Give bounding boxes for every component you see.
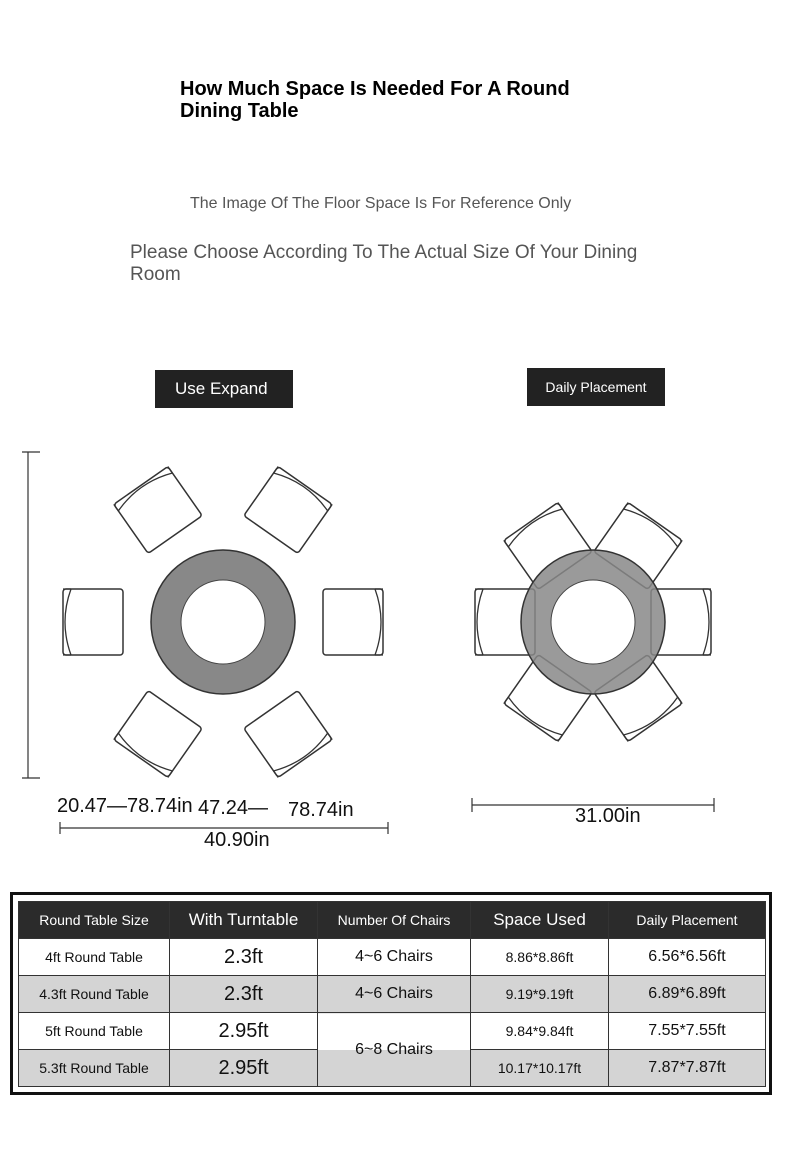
chair-icon — [323, 589, 383, 655]
header-with-turntable: With Turntable — [170, 902, 318, 939]
width-range-label-2: 47.24— — [198, 797, 269, 819]
table-cell: 5.3ft Round Table — [19, 1050, 170, 1087]
width-range-label-3: 78.74in — [288, 799, 354, 821]
table-cell: 2.95ft — [170, 1013, 318, 1050]
expanded-width-label: 40.90in — [204, 829, 270, 851]
table-row — [19, 976, 766, 1013]
chair-icon — [114, 466, 202, 553]
table-cell: 8.86*8.86ft — [471, 939, 609, 976]
page-title: How Much Space Is Needed For A Round Dining Table — [180, 78, 570, 122]
table-cell: 2.3ft — [170, 976, 318, 1013]
use-expand-label: Use Expand — [155, 370, 293, 408]
daily-table-diagram — [475, 502, 711, 741]
table-cell: 10.17*10.17ft — [471, 1050, 609, 1087]
table-row — [19, 1013, 766, 1050]
size-table — [10, 892, 772, 1095]
table-cell: 5ft Round Table — [19, 1013, 170, 1050]
table-cell: 9.84*9.84ft — [471, 1013, 609, 1050]
table-cell: 6.56*6.56ft — [609, 939, 766, 976]
chair-icon — [244, 466, 332, 553]
table-cell: 4~6 Chairs — [318, 976, 471, 1013]
chair-icon — [114, 690, 202, 777]
table-cell: 6~8 Chairs — [318, 1013, 471, 1087]
header-number-of-chairs: Number Of Chairs — [318, 902, 471, 939]
chair-icon — [244, 690, 332, 777]
header-round-table-size: Round Table Size — [19, 902, 170, 939]
expanded-table-diagram — [63, 466, 383, 777]
reference-note: The Image Of The Floor Space Is For Reference Only — [190, 195, 572, 212]
daily-placement-label: Daily Placement — [527, 368, 665, 406]
table-cell: 9.19*9.19ft — [471, 976, 609, 1013]
width-range-label: 20.47—78.74in — [57, 795, 193, 817]
table-cell: 7.55*7.55ft — [609, 1013, 766, 1050]
table-cell: 4.3ft Round Table — [19, 976, 170, 1013]
table-cell: 4~6 Chairs — [318, 939, 471, 976]
table-cell: 7.87*7.87ft — [609, 1050, 766, 1087]
daily-width-label: 31.00in — [575, 805, 641, 827]
table-cell: 4ft Round Table — [19, 939, 170, 976]
table-cell: 2.3ft — [170, 939, 318, 976]
chair-icon — [63, 589, 123, 655]
header-daily-placement: Daily Placement — [609, 902, 766, 939]
table-cell: 6.89*6.89ft — [609, 976, 766, 1013]
table-row — [19, 939, 766, 976]
table-cell: 2.95ft — [170, 1050, 318, 1087]
header-space-used: Space Used — [471, 902, 609, 939]
choose-note: Please Choose According To The Actual Size Of Your Dining Room — [130, 242, 638, 285]
